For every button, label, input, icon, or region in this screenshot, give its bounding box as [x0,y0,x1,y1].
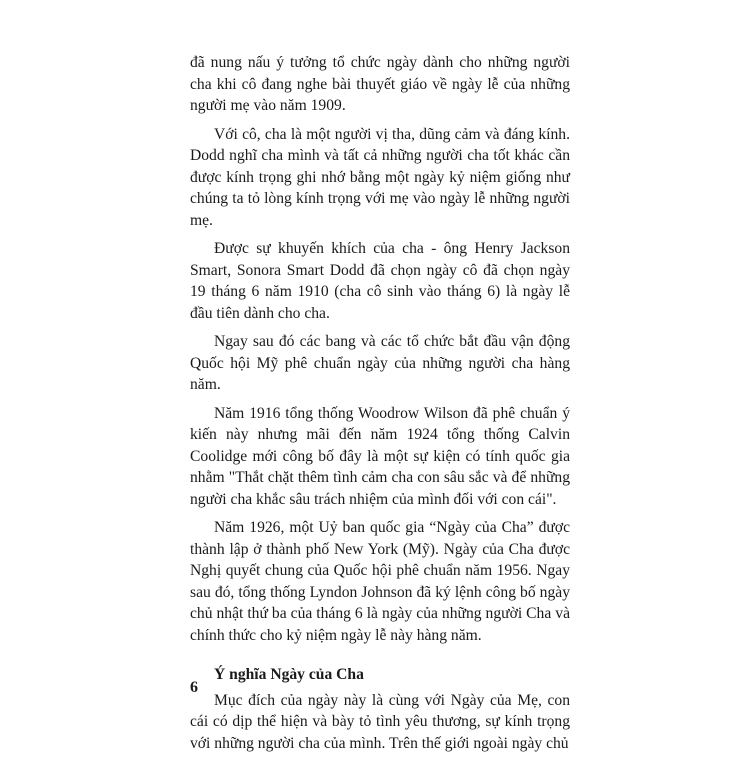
paragraph-meaning: Mục đích của ngày này là cùng với Ngày của Mẹ, con cái có dịp thể hiện và bày tỏ tình yêu thương, sự kính trọng với những người cha của mình. Trên thế giới ngoài ngày chủ [190,691,570,752]
paragraph-national-committee: Năm 1926, một Uỷ ban quốc gia “Ngày của Cha” được thành lập ở thành phố New York (Mỹ). Ngày của Cha được Nghị quyết chung của Quốc hội phê chuẩn năm 1956. Ngay sau đó, tổng thống Lyndon Johnson đã ký lệnh công bố ngày chủ nhật thứ ba của tháng 6 là ngày của những người Cha và chính thức cho kỷ niệm ngày lễ này hàng năm. [190,519,570,644]
paragraph-dodd-father: Với cô, cha là một người vị tha, dũng cảm và đáng kính. Dodd nghĩ cha mình và tất cả những người cha tốt khác cần được kính trọng ghi nhớ bằng một ngày kỷ niệm giống như chúng ta tỏ lòng kính trọng với mẹ vào ngày lễ những người mẹ. [190,125,570,229]
paragraph-continuation: đã nung nấu ý tưởng tổ chức ngày dành cho những người cha khi cô đang nghe bài thuyết giáo về ngày lễ của những người mẹ vào năm 1909. [190,54,570,114]
paragraph-presidents: Năm 1916 tổng thống Woodrow Wilson đã phê chuẩn ý kiến này nhưng mãi đến năm 1924 tổng thống Calvin Coolidge mới công bố đây là một sự kiện có tính quốc gia nhằm "Thắt chặt thêm tình cảm cha con sâu sắc và để những người cha khắc sâu trách nhiệm của mình đối với con cái". [190,404,570,508]
paragraph-first-fathers-day: Được sự khuyến khích của cha - ông Henry Jackson Smart, Sonora Smart Dodd đã chọn ngày cô đã chọn ngày 19 tháng 6 năm 1910 (cha cô sinh vào tháng 6) là ngày lễ đầu tiên dành cho cha. [190,240,570,322]
section-heading: Ý nghĩa Ngày của Cha [214,666,364,683]
paragraph-campaign: Ngay sau đó các bang và các tổ chức bắt đầu vận động Quốc hội Mỹ phê chuẩn ngày của những người cha hàng năm. [190,333,570,393]
page-number: 6 [190,679,198,696]
book-page-text [190,52,570,761]
